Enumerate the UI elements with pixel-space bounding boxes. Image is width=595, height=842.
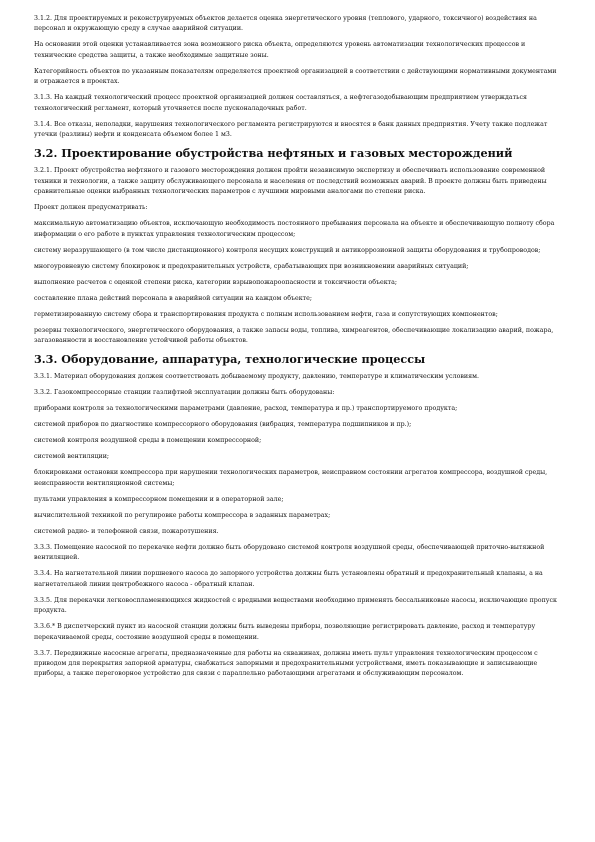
section-heading: 3.2. Проектирование обустройства нефтяных и газовых месторождений (34, 146, 513, 161)
paragraph: максимальную автоматизацию объектов, исключающую необходимость постоянного пребывания персонала на объекте и обеспечивающую полноту сбора информации о его работе в пунктах управления технологическим процессом; (34, 220, 555, 238)
paragraph: 3.3.1. Материал оборудования должен соответствовать добываемому продукту, давлению, температуре и климатическим условиям. (34, 373, 479, 381)
paragraph: 3.1.2. Для проектируемых и реконструируемых объектов делается оценка энергетического уровня (теплового, ударного, токсичного) воздействия на персонал и окружающую среду в случае аварийной ситуации. (34, 15, 537, 33)
paragraph: На основании этой оценки устанавливается зона возможного риска объекта, определяются уровень автоматизации технологических процессов и технические средства защиты, а также необходимые защитные зоны. (34, 41, 526, 59)
paragraph: вычислительной техникой по регулировке работы компрессора в заданных параметрах; (34, 511, 331, 519)
paragraph: 3.3.5. Для перекачки легковоспламеняющихся жидкостей с вредными веществами необходимо применять бессальниковые насосы, исключающие пропуск продукта. (34, 596, 557, 615)
paragraph: пультами управления в компрессорном помещении и в операторной зале; (34, 495, 284, 503)
document-body (34, 14, 561, 680)
paragraph: 3.3.6.* В диспетчерский пункт из насосной станции должны быть выведены приборы, позволяющие регистрировать давление, расход и температуру перекачиваемой среды, состояние воздушной среды в помещении. (34, 623, 536, 641)
paragraph: многоуровневую систему блокировок и предохранительных устройств, срабатывающих при возникновении аварийных ситуаций; (34, 262, 469, 270)
paragraph: 3.1.4. Все отказы, неполадки, нарушения технологического регламента регистрируются и вносятся в банк данных предприятия. Учету также подлежат утечки (разливы) нефти и конденсата объемом более 1 м3. (34, 120, 548, 139)
paragraph: 3.3.7. Передвижные насосные агрегаты, предназначенные для работы на скважинах, должны иметь пульт управления технологическим процессом с приводом для перекрытия запорной арматуры, снабжаться запорными и предохранительными устройствами, иметь показывающие и записывающие приборы, а также переговорное устройство для связи с параллельно работающими агрегатами и обслуживающим персоналом. (34, 649, 538, 678)
paragraph: 3.3.2. Газокомпрессорные станции газлифтной эксплуатации должны быть оборудованы: (34, 389, 335, 397)
paragraph: Проект должен предусматривать: (34, 204, 148, 212)
paragraph: резервы технологического, энергетического оборудования, а также запасы воды, топлива, химреагентов, обеспечивающие локализацию аварий, пожара, загазованности и восстановление устойчивой работы объектов. (34, 326, 554, 345)
paragraph: блокировками остановки компрессора при нарушении технологических параметров, неисправном состоянии агрегатов компрессора, воздушной среды, неисправности вентиляционной системы; (34, 469, 548, 487)
paragraph: герметизированную систему сбора и транспортирования продукта с полным использованием нефти, газа и сопутствующих компонентов; (34, 310, 498, 318)
paragraph: системой контроля воздушной среды в помещении компрессорной; (34, 437, 262, 445)
paragraph: составление плана действий персонала в аварийной ситуации на каждом объекте; (34, 294, 313, 302)
paragraph: 3.3.4. На нагнетательной линии поршневого насоса до запорного устройства должны быть установлены обратный и предохранительный клапаны, а на нагнетательной линии центробежного насоса - обратный клапан. (34, 570, 543, 588)
paragraph: 3.2.1. Проект обустройства нефтяного и газового месторождения должен пройти независимую экспертизу и обеспечивать использование современной техники и технологии, а также защиту обслуживающего персонала и населения от последствий возможных аварий. В проекте должны быть приведены сравнительные оценки выбранных технологических параметров с лучшими мировыми аналогами по степени риска. (34, 167, 547, 196)
paragraph: выполнение расчетов с оценкой степени риска, категории взрывопожароопасности и токсичности объекта; (34, 278, 398, 286)
paragraph: Категорийность объектов по указанным показателям определяется проектной организацией в соответствии с действующими нормативными документами и отражается в проектах. (34, 67, 557, 86)
paragraph: 3.3.3. Помещение насосной по перекачке нефти должно быть оборудовано системой контроля воздушной среды, обеспечивающей приточно-вытяжной вентиляцией. (34, 543, 545, 562)
paragraph: 3.1.3. На каждый технологический процесс проектной организацией должен составляться, а нефтегазодобывающим предприятием утверждаться технологический регламент, который уточняется после пусконаладочных работ. (34, 94, 528, 112)
paragraph: системой приборов по диагностике компрессорного оборудования (вибрация, температура подшипников и пр.); (34, 421, 412, 429)
paragraph: системой радио- и телефонной связи, пожаротушения. (34, 527, 219, 535)
paragraph: систему неразрушающего (в том числе дистанционного) контроля несущих конструкций и антикоррозионной защиты оборудования и трубопроводов; (34, 246, 541, 254)
section-heading: 3.3. Оборудование, аппаратура, технологические процессы (34, 352, 426, 367)
paragraph: системой вентиляции; (34, 453, 110, 461)
paragraph: приборами контроля за технологическими параметрами (давление, расход, температура и пр.) транспортируемого продукта; (34, 405, 458, 413)
